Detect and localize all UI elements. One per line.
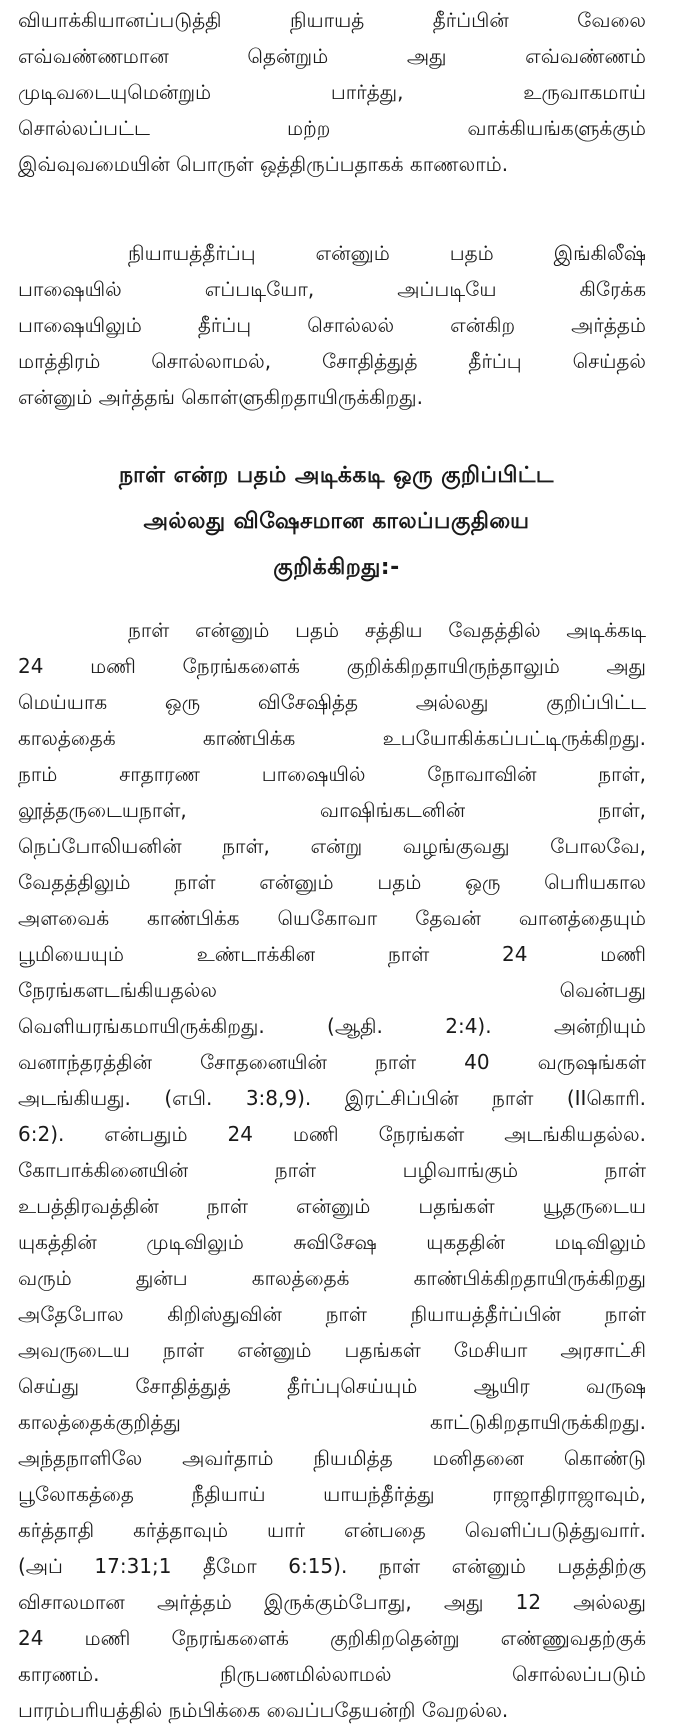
paragraph-line: என்னும் அர்த்தங் கொள்ளுகிறதாயிருக்கிறது.: [18, 385, 423, 409]
paragraph-line: நியாயத்தீர்ப்பு என்னும் பதம் இங்கிலீஷ்: [128, 241, 646, 265]
paragraph-line: அவருடைய நாள் என்னும் பதங்கள் மேசியா அரசாட்சி: [18, 1338, 646, 1362]
paragraph-line: லூத்தருடையநாள், வாஷிங்கடனின் நாள்,: [18, 798, 646, 822]
paragraph-line: காலத்தைக் காண்பிக்க உபயோகிக்கப்பட்டிருக்கிறது.: [18, 726, 646, 750]
paragraph-line: நெப்போலியனின் நாள், என்று வழங்குவது போலவே,: [18, 834, 646, 858]
paragraph-line: காலத்தைக்குறித்து காட்டுகிறதாயிருக்கிறது.: [18, 1410, 646, 1434]
paragraph-3: [18, 612, 646, 1728]
paragraph-line: அதேபோல கிறிஸ்துவின் நாள் நியாயத்தீர்ப்பின் நாள்: [18, 1302, 646, 1326]
paragraph-line: எவ்வண்ணமான தென்றும் அது எவ்வண்ணம்: [18, 44, 646, 68]
paragraph-line: காரணம். நிருபணமில்லாமல் சொல்லப்படும்: [18, 1662, 646, 1686]
paragraph-line: வனாந்தரத்தின் சோதனையின் நாள் 40 வருஷங்கள்: [18, 1050, 646, 1074]
paragraph-line: பூலோகத்தை நீதியாய் யாயந்தீர்த்து ராஜாதிராஜாவும்,: [18, 1482, 646, 1506]
paragraph-line: கோபாக்கினையின் நாள் பழிவாங்கும் நாள்: [18, 1158, 646, 1182]
paragraph-line: மெய்யாக ஒரு விசேஷித்த அல்லது குறிப்பிட்ட: [18, 690, 646, 714]
paragraph-line: வெளியரங்கமாயிருக்கிறது. (ஆதி. 2:4). அன்றியும்: [18, 1014, 646, 1038]
heading-line: அல்லது விஷேசமான காலப்பகுதியை: [143, 509, 530, 534]
paragraph-line: அளவைக் காண்பிக்க யெகோவா தேவன் வானத்தையும்: [18, 906, 646, 930]
paragraph-line: கர்த்தாதி கர்த்தாவும் யார் என்பதை வெளிப்படுத்துவார்.: [18, 1518, 646, 1542]
paragraph-line: வியாக்கியானப்படுத்தி நியாயத் தீர்ப்பின் வேலை: [18, 8, 646, 32]
heading-line: நாள் என்ற பதம் அடிக்கடி ஒரு குறிப்பிட்ட: [119, 463, 554, 488]
paragraph-line: செய்து சோதித்துத் தீர்ப்புசெய்யும் ஆயிர வருஷ: [18, 1374, 646, 1398]
paragraph-2: [18, 235, 646, 415]
paragraph-line: பூமியையும் உண்டாக்கின நாள் 24 மணி: [18, 942, 646, 966]
section-heading: [40, 453, 633, 591]
paragraph-line: 24 மணி நேரங்களைக் குறிக்கிறதாயிருந்தாலும் அது: [18, 654, 646, 678]
paragraph-line: மாத்திரம் சொல்லாமல், சோதித்துத் தீர்ப்பு செய்தல்: [18, 349, 646, 373]
paragraph-line: பாஷையிலும் தீர்ப்பு சொல்லல் என்கிற அர்த்தம்: [18, 313, 646, 337]
paragraph-line: வரும் துன்ப காலத்தைக் காண்பிக்கிறதாயிருக்கிறது: [18, 1266, 646, 1290]
paragraph-1: [18, 2, 646, 182]
paragraph-line: வேதத்திலும் நாள் என்னும் பதம் ஒரு பெரியகால: [18, 870, 646, 894]
paragraph-line: இவ்வுவமையின் பொருள் ஒத்திருப்பதாகக் காணலாம்.: [18, 152, 509, 176]
paragraph-line: அடங்கியது. (எபி. 3:8,9). இரட்சிப்பின் நாள் (IIகொரி.: [18, 1086, 646, 1110]
paragraph-line: முடிவடையுமென்றும் பார்த்து, உருவாகமாய்: [18, 80, 646, 104]
paragraph-line: 6:2). என்பதும் 24 மணி நேரங்கள் அடங்கியதல்ல.: [18, 1122, 646, 1146]
paragraph-line: யுகத்தின் முடிவிலும் சுவிசேஷ யுகததின் மடிவிலும்: [18, 1230, 646, 1254]
heading-line: குறிக்கிறது:-: [273, 555, 400, 580]
paragraph-line: நாம் சாதாரண பாஷையில் நோவாவின் நாள்,: [18, 762, 646, 786]
paragraph-line: நேரங்களடங்கியதல்ல வென்பது: [18, 978, 646, 1002]
paragraph-line: உபத்திரவத்தின் நாள் என்னும் பதங்கள் யூதருடைய: [18, 1194, 646, 1218]
paragraph-line: பாஷையில் எப்படியோ, அப்படியே கிரேக்க: [18, 277, 646, 301]
paragraph-line: விசாலமான அர்த்தம் இருக்கும்போது, அது 12 அல்லது: [18, 1590, 646, 1614]
paragraph-line: நாள் என்னும் பதம் சத்திய வேதத்தில் அடிக்கடி: [128, 618, 646, 642]
paragraph-line: 24 மணி நேரங்களைக் குறிகிறதென்று எண்ணுவதற்குக்: [18, 1626, 646, 1650]
paragraph-line: பாரம்பரியத்தில் நம்பிக்கை வைப்பதேயன்றி வேறல்ல.: [18, 1698, 509, 1722]
paragraph-line: (அப் 17:31;1 தீமோ 6:15). நாள் என்னும் பதத்திற்கு: [18, 1554, 646, 1578]
paragraph-line: அந்தநாளிலே அவர்தாம் நியமித்த மனிதனை கொண்டு: [18, 1446, 646, 1470]
paragraph-line: சொல்லப்பட்ட மற்ற வாக்கியங்களுக்கும்: [18, 116, 646, 140]
